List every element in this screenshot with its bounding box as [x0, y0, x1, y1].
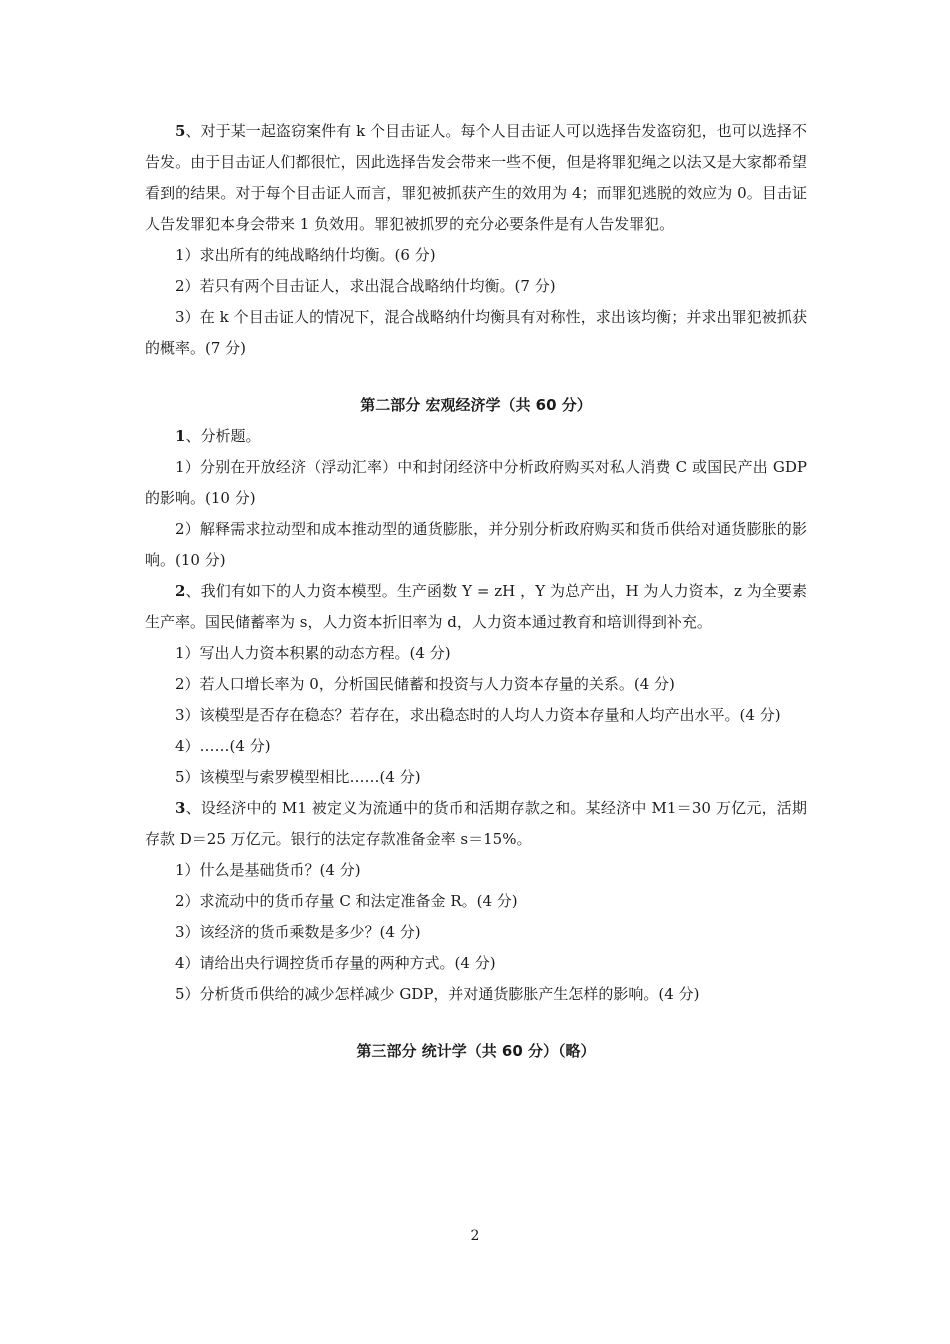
question-5 — [145, 116, 807, 240]
page-number: 2 — [470, 1228, 480, 1244]
question-3 — [145, 793, 807, 855]
question-1 — [145, 421, 807, 452]
sub-question: 4）……(4 分) — [175, 737, 271, 755]
question-number: 1 — [175, 427, 186, 445]
sub-question: 5）分析货币供给的减少怎样减少 GDP，并对通货膨胀产生怎样的影响。(4 分) — [175, 985, 700, 1003]
sub-question: 1）写出人力资本积累的动态方程。(4 分) — [175, 644, 451, 662]
question-text: 、我们有如下的人力资本模型。生产函数 Y = zH ，Y 为总产出，H 为人力资本，z 为全要素生产率。国民储蓄率为 s，人力资本折旧率为 d，人力资本通过教育和培训得到补充。 — [145, 582, 807, 631]
sub-question: 2）求流动中的货币存量 C 和法定准备金 R。(4 分) — [175, 892, 518, 910]
page-content — [145, 116, 807, 1067]
sub-question: 3）在 k 个目击证人的情况下，混合战略纳什均衡具有对称性，求出该均衡；并求出罪犯被抓获的概率。(7 分) — [145, 308, 807, 357]
sub-question: 2）解释需求拉动型和成本推动型的通货膨胀，并分别分析政府购买和货币供给对通货膨胀的影响。(10 分) — [145, 520, 807, 569]
sub-question: 1）分别在开放经济（浮动汇率）中和封闭经济中分析政府购买对私人消费 C 或国民产出 GDP 的影响。(10 分) — [145, 458, 807, 507]
part-3-heading: 第三部分 统计学（共 60 分）（略） — [356, 1042, 596, 1060]
question-text: 、分析题。 — [185, 427, 261, 445]
sub-question: 3）该模型是否存在稳态？若存在，求出稳态时的人均人力资本存量和人均产出水平。(4 分) — [175, 706, 781, 724]
question-text: 、对于某一起盗窃案件有 k 个目击证人。每个人目击证人可以选择告发盗窃犯，也可以选择不告发。由于目击证人们都很忙，因此选择告发会带来一些不便，但是将罪犯绳之以法又是大家都希望看到的结果。对于每个目击证人而言，罪犯被抓获产生的效用为 4；而罪犯逃脱的效应为 0。目击证人告发罪犯本身会带来 1 负效用。罪犯被抓罗的充分必要条件是有人告发罪犯。 — [145, 122, 807, 233]
sub-question: 2）若只有两个目击证人，求出混合战略纳什均衡。(7 分) — [175, 277, 556, 295]
question-text: 、设经济中的 M1 被定义为流通中的货币和活期存款之和。某经济中 M1＝30 万亿元，活期存款 D＝25 万亿元。银行的法定存款准备金率 s＝15%。 — [145, 799, 807, 848]
sub-question: 1）什么是基础货币？(4 分) — [175, 861, 361, 879]
sub-question: 5）该模型与索罗模型相比……(4 分) — [175, 768, 421, 786]
sub-question: 4）请给出央行调控货币存量的两种方式。(4 分) — [175, 954, 496, 972]
part-2-heading: 第二部分 宏观经济学（共 60 分） — [360, 396, 592, 414]
question-number: 2 — [175, 582, 186, 600]
sub-question: 1）求出所有的纯战略纳什均衡。(6 分) — [175, 246, 436, 264]
sub-question: 3）该经济的货币乘数是多少？(4 分) — [175, 923, 421, 941]
question-number: 3 — [175, 799, 186, 817]
sub-question: 2）若人口增长率为 0，分析国民储蓄和投资与人力资本存量的关系。(4 分) — [175, 675, 675, 693]
question-2 — [145, 576, 807, 638]
question-number: 5 — [175, 122, 186, 140]
